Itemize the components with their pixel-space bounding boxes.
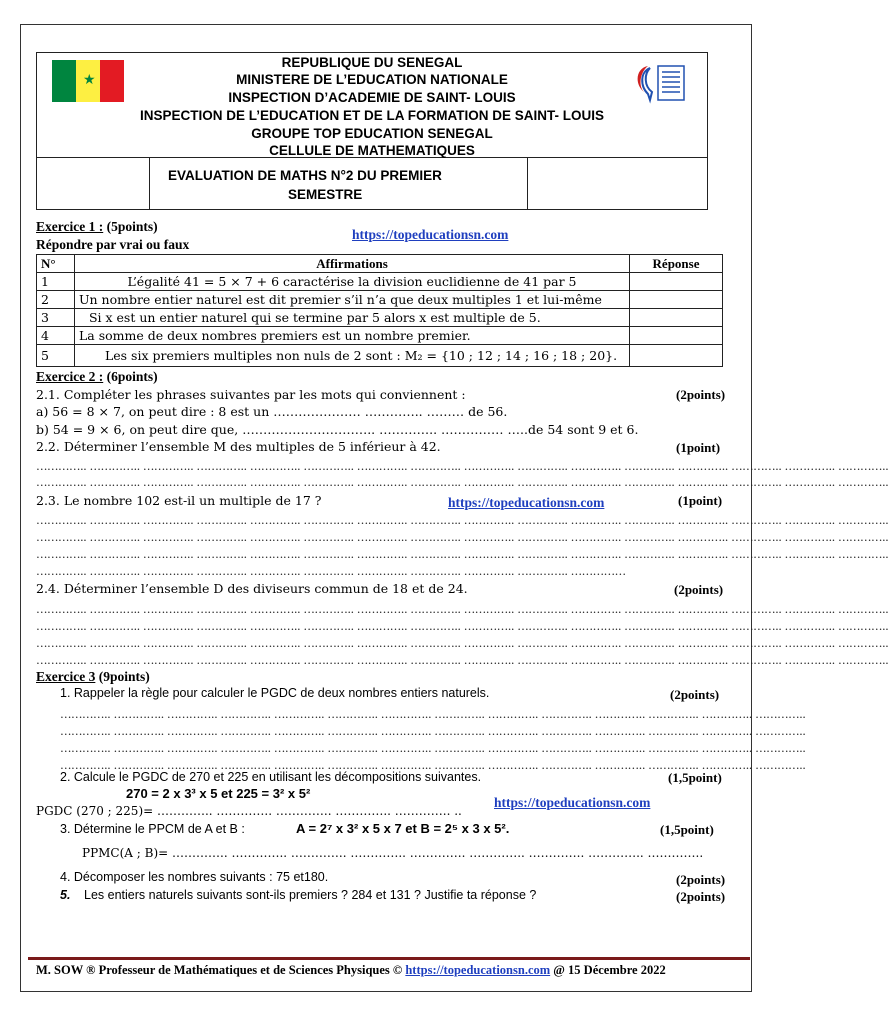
question-2-2: 2.2. Déterminer l’ensemble M des multiples de 5 inférieur à 42. bbox=[36, 439, 441, 454]
exercise-2-points: (6points) bbox=[103, 369, 158, 384]
row-number: 3 bbox=[37, 309, 75, 327]
answer-line[interactable]: ………….. ………….. ………….. ………….. ………….. ………….. ………….. ………….. ………….. ………….. ………….. ………….. ………….. ………….. bbox=[60, 741, 806, 755]
table-row bbox=[37, 291, 723, 309]
answer-line[interactable]: ………….. ………….. ………….. ………….. ………….. ………….. ………….. ………….. ………….. ………….. ………….. ………….. ………….. ………….. bbox=[60, 707, 806, 721]
question-3-5-points: (2points) bbox=[676, 889, 726, 904]
question-2-3-link[interactable]: https://topeducationsn.com bbox=[448, 495, 605, 510]
question-3-5: Les entiers naturels suivants sont-ils premiers ? 284 et 131 ? Justifie ta réponse ? bbox=[84, 888, 537, 902]
question-2-3: 2.3. Le nombre 102 est-il un multiple de 17 ? bbox=[36, 493, 322, 508]
column-affirmations: Affirmations bbox=[74, 255, 629, 273]
question-3-1: 1. Rappeler la règle pour calculer le PGDC de deux nombres entiers naturels. bbox=[60, 686, 490, 700]
exercise-1-instruction: Répondre par vrai ou faux bbox=[36, 237, 190, 252]
row-answer-cell[interactable] bbox=[630, 327, 723, 345]
question-2-1-b: b) 54 = 9 × 6, on peut dire que, ………………………….. ………….. …………… …..de 54 sont 9 et 6. bbox=[36, 422, 639, 437]
question-3-4: 4. Décomposer les nombres suivants : 75 et180. bbox=[60, 870, 329, 884]
row-answer-cell[interactable] bbox=[630, 291, 723, 309]
answer-line[interactable]: ………….. ………….. ………….. ………….. ………….. ………….. ………….. ………….. ………….. ………….. ………….. ………….. ………….. ………….. ………….. ………….. bbox=[36, 636, 888, 650]
question-2-2-points: (1point) bbox=[676, 440, 721, 455]
question-2-4-points: (2points) bbox=[674, 582, 724, 597]
question-3-1-points: (2points) bbox=[670, 687, 720, 702]
answer-line[interactable]: ………….. ………….. ………….. ………….. ………….. ………….. ………….. ………….. ………….. ………….. ………….. ………….. ………….. ………….. ………….. ………….. bbox=[36, 530, 888, 544]
question-3-2: 2. Calcule le PGDC de 270 et 225 en utilisant les décompositions suivantes. bbox=[60, 770, 482, 784]
evaluation-title-line-2: SEMESTRE bbox=[288, 187, 363, 202]
row-affirmation: Si x est un entier naturel qui se termine par 5 alors x est multiple de 5. bbox=[74, 309, 629, 327]
answer-line[interactable]: ………….. ………….. ………….. ………….. ………….. ………….. ………….. ………….. ………….. ………….. ………….. ………….. ………….. ………….. bbox=[60, 758, 806, 772]
footer bbox=[36, 963, 666, 978]
exercise-3-heading bbox=[36, 669, 150, 685]
table-row bbox=[37, 273, 723, 291]
answer-line-short[interactable]: ………….. ………….. ………….. ………….. ………….. ………….. ………….. ………….. ………….. ………….. …………… bbox=[36, 564, 626, 578]
table-row bbox=[37, 345, 723, 367]
row-affirmation: Les six premiers multiples non nuls de 2 sont : M₂ = {10 ; 12 ; 14 ; 16 ; 18 ; 20}. bbox=[74, 345, 629, 367]
footer-divider bbox=[28, 957, 750, 960]
question-3-3-formula: A = 2⁷ x 3² x 5 x 7 et B = 2⁵ x 3 x 5². bbox=[296, 821, 510, 836]
row-number: 4 bbox=[37, 327, 75, 345]
exercise-3-points: (9points) bbox=[95, 669, 150, 684]
exercise-3-title: Exercice 3 bbox=[36, 669, 96, 684]
row-affirmation: Un nombre entier naturel est dit premier s’il n’a que deux multiples 1 et lui-même bbox=[74, 291, 629, 309]
answer-line[interactable]: ………….. ………….. ………….. ………….. ………….. ………….. ………….. ………….. ………….. ………….. ………….. ………….. ………….. ………….. ………….. ………….. bbox=[36, 475, 888, 489]
question-3-4-points: (2points) bbox=[676, 872, 726, 887]
exercise-1-link[interactable]: https://topeducationsn.com bbox=[352, 227, 509, 242]
header-line-5: GROUPE TOP EDUCATION SENEGAL bbox=[251, 126, 493, 141]
evaluation-divider-left bbox=[149, 158, 150, 209]
row-affirmation: L’égalité 41 = 5 × 7 + 6 caractérise la division euclidienne de 41 par 5 bbox=[74, 273, 629, 291]
row-affirmation: La somme de deux nombres premiers est un nombre premier. bbox=[74, 327, 629, 345]
header-line-2: MINISTERE DE L’EDUCATION NATIONALE bbox=[236, 72, 508, 87]
evaluation-box bbox=[36, 158, 708, 210]
exercise-2-heading bbox=[36, 369, 158, 385]
question-2-1: 2.1. Compléter les phrases suivantes par les mots qui conviennent : bbox=[36, 387, 466, 402]
table-row bbox=[37, 309, 723, 327]
table-header-row bbox=[37, 255, 723, 273]
exercise-2-title: Exercice 2 : bbox=[36, 369, 104, 384]
row-number: 5 bbox=[37, 345, 75, 367]
question-2-1-a: a) 56 = 8 × 7, on peut dire : 8 est un ………………… ………….. ……… de 56. bbox=[36, 404, 508, 419]
question-2-4: 2.4. Déterminer l’ensemble D des diviseurs commun de 18 et de 24. bbox=[36, 581, 468, 596]
exercise-1-title: Exercice 1 : bbox=[36, 219, 104, 234]
header-line-4: INSPECTION DE L’EDUCATION ET DE LA FORMATION DE SAINT- LOUIS bbox=[139, 108, 604, 123]
footer-date: @ 15 Décembre 2022 bbox=[550, 963, 666, 977]
affirmations-table bbox=[36, 254, 723, 367]
question-3-3-answer[interactable]: PPMC(A ; B)= ………….. ………….. ………….. ………….. ………….. ………….. ………….. ………….. ………….. bbox=[82, 846, 704, 860]
question-3-5-number: 5. bbox=[60, 888, 71, 902]
exercise-1-heading bbox=[36, 219, 158, 235]
answer-line[interactable]: ………….. ………….. ………….. ………….. ………….. ………….. ………….. ………….. ………….. ………….. ………….. ………….. ………….. ………….. ………….. ………….. bbox=[36, 619, 888, 633]
answer-line[interactable]: ………….. ………….. ………….. ………….. ………….. ………….. ………….. ………….. ………….. ………….. ………….. ………….. ………….. ………….. ………….. ………….. bbox=[36, 602, 888, 616]
answer-line[interactable]: ………….. ………….. ………….. ………….. ………….. ………….. ………….. ………….. ………….. ………….. ………….. ………….. ………….. ………….. ………….. ………….. bbox=[36, 513, 888, 527]
row-number: 2 bbox=[37, 291, 75, 309]
question-3-2-answer[interactable]: PGDC (270 ; 225)= ………….. ………….. ………….. ………….. ………….. .. bbox=[36, 804, 462, 818]
question-3-2-link[interactable]: https://topeducationsn.com bbox=[494, 795, 651, 810]
question-3-2-formula: 270 = 2 x 3³ x 5 et 225 = 3² x 5² bbox=[126, 786, 311, 801]
question-3-2-points: (1,5point) bbox=[668, 770, 722, 785]
footer-link[interactable]: https://topeducationsn.com bbox=[405, 963, 551, 977]
question-2-1-points: (2points) bbox=[676, 387, 726, 402]
column-response: Réponse bbox=[630, 255, 723, 273]
evaluation-title-line-1: EVALUATION DE MATHS N°2 DU PREMIER bbox=[168, 168, 442, 183]
question-2-3-points: (1point) bbox=[678, 493, 723, 508]
column-number: N° bbox=[37, 255, 75, 273]
header-line-1: REPUBLIQUE DU SENEGAL bbox=[281, 55, 463, 70]
row-answer-cell[interactable] bbox=[630, 345, 723, 367]
row-answer-cell[interactable] bbox=[630, 309, 723, 327]
question-3-3: 3. Détermine le PPCM de A et B : bbox=[60, 822, 245, 836]
flag-star-icon: ★ bbox=[83, 72, 96, 88]
row-answer-cell[interactable] bbox=[630, 273, 723, 291]
answer-line[interactable]: ………….. ………….. ………….. ………….. ………….. ………….. ………….. ………….. ………….. ………….. ………….. ………….. ………….. ………….. bbox=[60, 724, 806, 738]
answer-line[interactable]: ………….. ………….. ………….. ………….. ………….. ………….. ………….. ………….. ………….. ………….. ………….. ………….. ………….. ………….. ………….. ………….. bbox=[36, 653, 888, 667]
answer-line[interactable]: ………….. ………….. ………….. ………….. ………….. ………….. ………….. ………….. ………….. ………….. ………….. ………….. ………….. ………….. ………….. ………….. bbox=[36, 459, 888, 473]
exercise-1-points: (5points) bbox=[103, 219, 158, 234]
answer-line[interactable]: ………….. ………….. ………….. ………….. ………….. ………….. ………….. ………….. ………….. ………….. ………….. ………….. ………….. ………….. ………….. ………….. bbox=[36, 547, 888, 561]
row-number: 1 bbox=[37, 273, 75, 291]
footer-author: M. SOW ® Professeur de Mathématiques et de Sciences Physiques © bbox=[36, 963, 406, 977]
evaluation-divider-right bbox=[527, 158, 528, 209]
table-row bbox=[37, 327, 723, 345]
header-line-3: INSPECTION D’ACADEMIE DE SAINT- LOUIS bbox=[228, 90, 516, 105]
header-line-6: CELLULE DE MATHEMATIQUES bbox=[269, 143, 475, 158]
question-3-3-points: (1,5point) bbox=[660, 822, 714, 837]
